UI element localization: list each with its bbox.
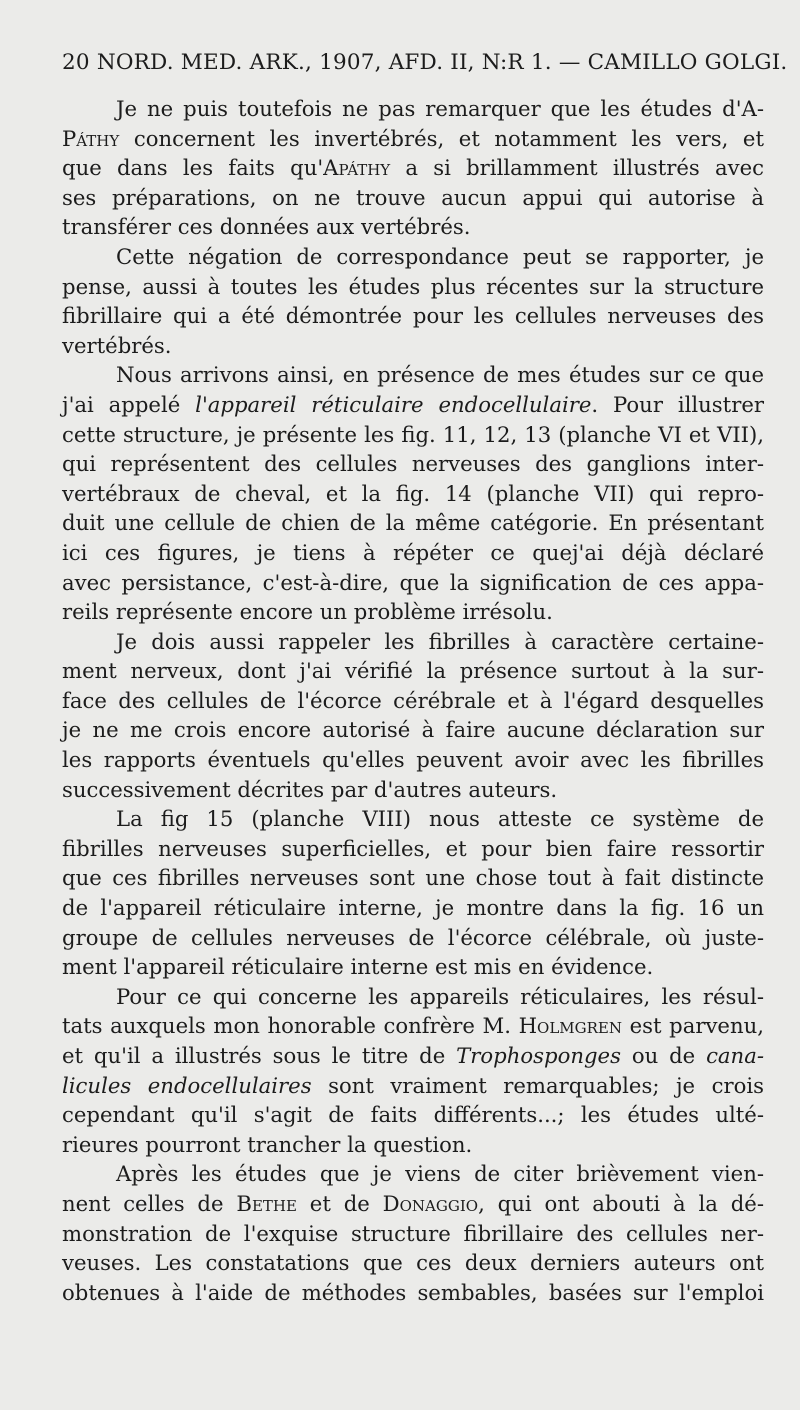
text-line: face des cellules de l'écorce cérébrale et à l'égard desquelles xyxy=(62,687,764,713)
text-line: Je dois aussi rappeler les fibrilles à caractère certaine- xyxy=(116,628,764,654)
text-line: les rapports éventuels qu'elles peuvent avoir avec les fibrilles xyxy=(62,747,764,773)
text-line: Après les études que je viens de citer brièvement vien- xyxy=(116,1161,764,1187)
text-line: je ne me crois encore autorisé à faire aucune déclaration sur xyxy=(62,717,764,743)
text-line: Cette négation de correspondance peut se rapporter, je xyxy=(116,243,764,269)
text-line: ses préparations, on ne trouve aucun appui qui autorise à xyxy=(62,184,764,210)
text-line: nent celles de Bethe et de Donaggio, qui ont abouti à la dé- xyxy=(62,1190,764,1216)
text-line: ment nerveux, dont j'ai vérifié la présence surtout à la sur- xyxy=(62,658,764,684)
text-line: transférer ces données aux vertébrés. xyxy=(62,214,471,240)
text-line: qui représentent des cellules nerveuses des ganglions inter- xyxy=(62,451,764,477)
text-line: rieures pourront trancher la question. xyxy=(62,1131,473,1157)
text-line: Páthy concernent les invertébrés, et notamment les vers, et xyxy=(62,125,764,151)
text-line: ici ces figures, je tiens à répéter ce quej'ai déjà déclaré xyxy=(62,539,764,565)
text-line: tats auxquels mon honorable confrère M. Holmgren est parvenu, xyxy=(62,1013,764,1039)
text-line: licules endocellulaires sont vraiment remarquables; je crois xyxy=(62,1072,765,1098)
text-line: cependant qu'il s'agit de faits différents...; les études ulté- xyxy=(62,1102,764,1128)
body-text xyxy=(62,94,764,1307)
text-line: Je ne puis toutefois ne pas remarquer que les études d'A- xyxy=(116,96,764,121)
text-line: avec persistance, c'est-à-dire, que la signification de ces appa- xyxy=(62,569,764,595)
text-line: duit une cellule de chien de la même catégorie. En présentant xyxy=(62,510,764,536)
text-line: vertébraux de cheval, et la fig. 14 (planche VII) qui repro- xyxy=(62,480,764,506)
text-line: cette structure, je présente les fig. 11, 12, 13 (planche VI et VII), xyxy=(62,421,764,447)
text-line: reils représente encore un problème irrésolu. xyxy=(62,599,553,625)
text-line: de l'appareil réticulaire interne, je montre dans la fig. 16 un xyxy=(62,895,764,921)
page-number: 20 xyxy=(62,50,90,75)
text-line: vertébrés. xyxy=(62,332,172,358)
text-line: Pour ce qui concerne les appareils réticulaires, les résul- xyxy=(116,983,764,1009)
author-name: CAMILLO GOLGI. xyxy=(587,50,788,75)
text-line: successivement décrites par d'autres auteurs. xyxy=(62,776,558,802)
text-line: ment l'appareil réticulaire interne est mis en évidence. xyxy=(62,954,654,980)
text-line: que ces fibrilles nerveuses sont une chose tout à fait distincte xyxy=(62,865,764,891)
text-line: obtenues à l'aide de méthodes sembables, basées sur l'emploi xyxy=(62,1279,764,1305)
text-line: La fig 15 (planche VIII) nous atteste ce système de xyxy=(116,806,764,832)
running-header xyxy=(62,50,788,75)
text-line: groupe de cellules nerveuses de l'écorce célébrale, où juste- xyxy=(62,924,764,950)
journal-reference: NORD. MED. ARK., 1907, AFD. II, N:R 1. xyxy=(96,50,552,75)
text-line: Nous arrivons ainsi, en présence de mes études sur ce que xyxy=(116,362,764,388)
header-dash: — xyxy=(558,50,581,75)
text-line: j'ai appelé l'appareil réticulaire endocellulaire. Pour illustrer xyxy=(62,391,764,417)
text-line: fibrillaire qui a été démontrée pour les cellules nerveuses des xyxy=(62,303,764,329)
text-line: fibrilles nerveuses superficielles, et pour bien faire ressortir xyxy=(62,835,764,861)
text-line: pense, aussi à toutes les études plus récentes sur la structure xyxy=(62,273,764,299)
text-line: monstration de l'exquise structure fibrillaire des cellules ner- xyxy=(62,1220,764,1246)
text-line: veuses. Les constatations que ces deux derniers auteurs ont xyxy=(62,1250,764,1276)
text-line: que dans les faits qu'Apáthy a si brillamment illustrés avec xyxy=(62,155,764,181)
text-line: et qu'il a illustrés sous le titre de Trophosponges ou de cana- xyxy=(62,1043,764,1068)
